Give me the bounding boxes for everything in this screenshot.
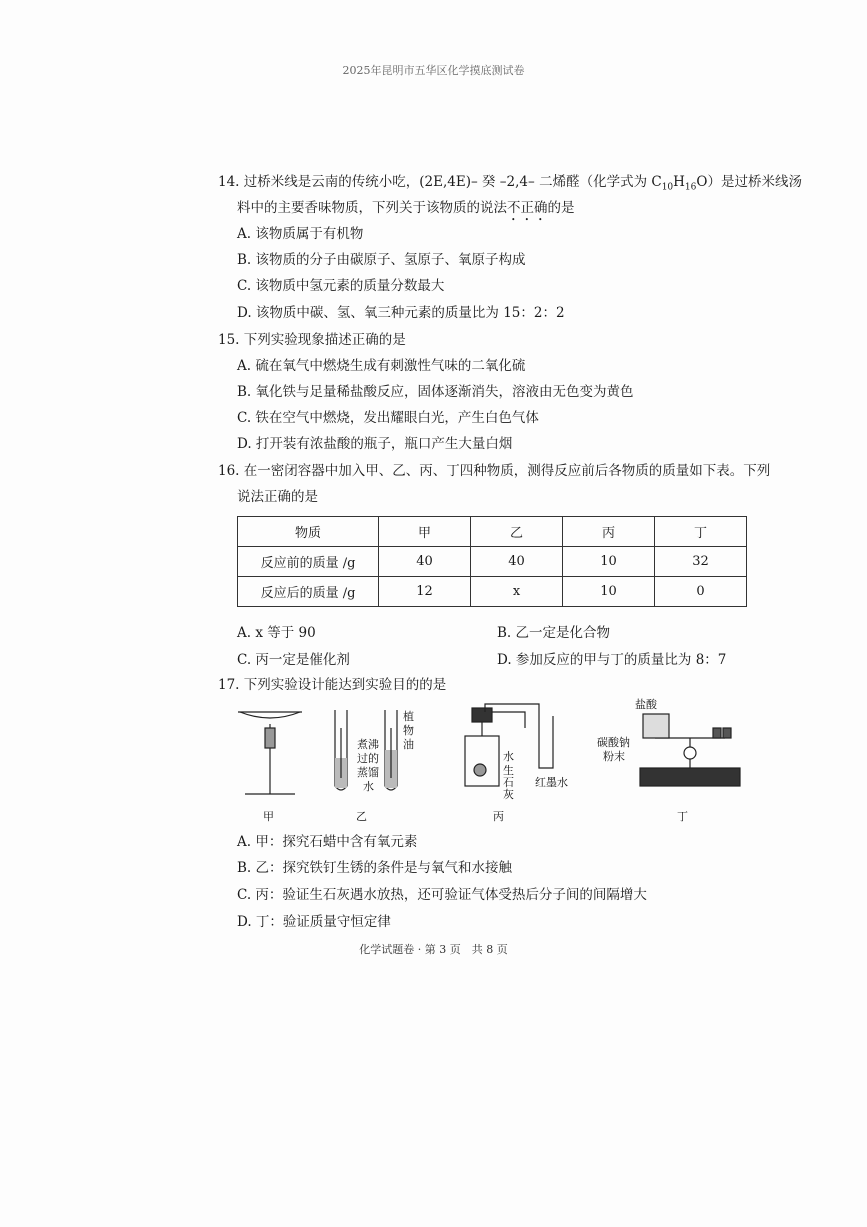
fig-text-lime-3: 灰 [503, 788, 514, 801]
q14-option-b[interactable]: B. 该物质的分子由碳原子、氢原子、氧原子构成 [237, 252, 526, 268]
table-cell: 40 [471, 547, 563, 577]
table-cell: x [471, 577, 563, 607]
fig-text-oil-2: 物 [403, 724, 414, 737]
fig-text-boiled-4: 水 [363, 780, 374, 793]
q16-option-d[interactable]: D. 参加反应的甲与丁的质量比为 8：7 [497, 652, 727, 668]
q16-option-c[interactable]: C. 丙一定是催化剂 [237, 652, 350, 668]
q17-option-b[interactable]: B. 乙：探究铁钉生锈的条件是与氧气和水接触 [237, 860, 513, 876]
q16-option-a[interactable]: A. x 等于 90 [237, 625, 316, 641]
page-header: 2025年昆明市五华区化学摸底测试卷 [342, 64, 525, 77]
q17-option-a[interactable]: A. 甲：探究石蜡中含有氧元素 [237, 834, 418, 850]
table-cell: 0 [655, 577, 747, 607]
table-cell: 12 [379, 577, 471, 607]
q15-option-b[interactable]: B. 氧化铁与足量稀盐酸反应，固体逐渐消失，溶液由无色变为黄色 [237, 384, 634, 400]
table-header-cell: 物质 [238, 517, 379, 547]
q14-option-c[interactable]: C. 该物质中氢元素的质量分数最大 [237, 278, 445, 294]
fig-text-boiled-2: 过的 [357, 752, 379, 765]
table-cell: 32 [655, 547, 747, 577]
table-cell: 反应前的质量 /g [238, 547, 379, 577]
q15-option-a[interactable]: A. 硫在氧气中燃烧生成有刺激性气味的二氧化硫 [237, 358, 526, 374]
fig-jia-candle-dish [238, 712, 302, 794]
fig-text-boiled-3: 蒸馏 [357, 766, 379, 779]
table-row [238, 547, 747, 577]
table-header-cell: 乙 [471, 517, 563, 547]
fig-ding-balance [640, 714, 740, 786]
q16-stem-line1: 16. 在一密闭容器中加入甲、乙、丙、丁四种物质，测得反应前后各物质的质量如下表。下列 [218, 463, 771, 479]
fig-label-bing: 丙 [493, 810, 504, 823]
table-cell: 反应后的质量 /g [238, 577, 379, 607]
q17-option-d[interactable]: D. 丁：验证质量守恒定律 [237, 914, 391, 930]
q14-stem-line1: 14. 过桥米线是云南的传统小吃，(2E,4E)– 癸 –2,4– 二烯醛（化学式为 $C_{10}H_{16}O$）是过桥米线汤 [218, 174, 802, 193]
fig-text-red-ink: 红墨水 [535, 776, 568, 789]
fig-text-na2co3-1: 碳酸钠 [597, 736, 630, 749]
q16-option-b[interactable]: B. 乙一定是化合物 [497, 625, 611, 641]
fig-text-hcl: 盐酸 [635, 698, 657, 711]
table-header-cell: 丙 [563, 517, 655, 547]
fig-text-lime-2: 石 [503, 776, 514, 789]
page-footer: 化学试题卷 · 第 3 页 共 8 页 [359, 943, 508, 956]
fig-text-na2co3-2: 粉末 [603, 750, 625, 763]
q14-stem-line2: 料中的主要香味物质，下列关于该物质的说法不正确的是 [237, 200, 575, 216]
fig-label-yi: 乙 [356, 810, 367, 823]
fig-text-boiled-1: 煮沸 [357, 738, 379, 751]
table-header-cell: 丁 [655, 517, 747, 547]
table-cell: 10 [563, 577, 655, 607]
q16-stem-line2: 说法正确的是 [237, 489, 318, 505]
fig-text-water: 水 [503, 750, 514, 763]
table-cell: 10 [563, 547, 655, 577]
mass-table [237, 516, 747, 607]
table-row [238, 577, 747, 607]
q17-apparatus-figure [235, 698, 755, 828]
table-cell: 40 [379, 547, 471, 577]
fig-text-lime-1: 生 [503, 764, 514, 777]
q14-option-d[interactable]: D. 该物质中碳、氢、氧三种元素的质量比为 15：2：2 [237, 305, 565, 321]
fig-label-ding: 丁 [677, 810, 688, 823]
q15-option-d[interactable]: D. 打开装有浓盐酸的瓶子，瓶口产生大量白烟 [237, 436, 513, 452]
q14-option-a[interactable]: A. 该物质属于有机物 [237, 226, 364, 242]
q15-stem: 15. 下列实验现象描述正确的是 [218, 332, 406, 348]
table-header-row [238, 517, 747, 547]
q17-option-c[interactable]: C. 丙：验证生石灰遇水放热，还可验证气体受热后分子间的间隔增大 [237, 887, 647, 903]
fig-text-oil-3: 油 [403, 738, 414, 751]
fig-label-jia: 甲 [263, 810, 274, 823]
q17-stem: 17. 下列实验设计能达到实验目的的是 [218, 677, 447, 693]
table-header-cell: 甲 [379, 517, 471, 547]
q15-option-c[interactable]: C. 铁在空气中燃烧，发出耀眼白光，产生白色气体 [237, 410, 539, 426]
fig-text-oil-1: 植 [403, 710, 414, 723]
